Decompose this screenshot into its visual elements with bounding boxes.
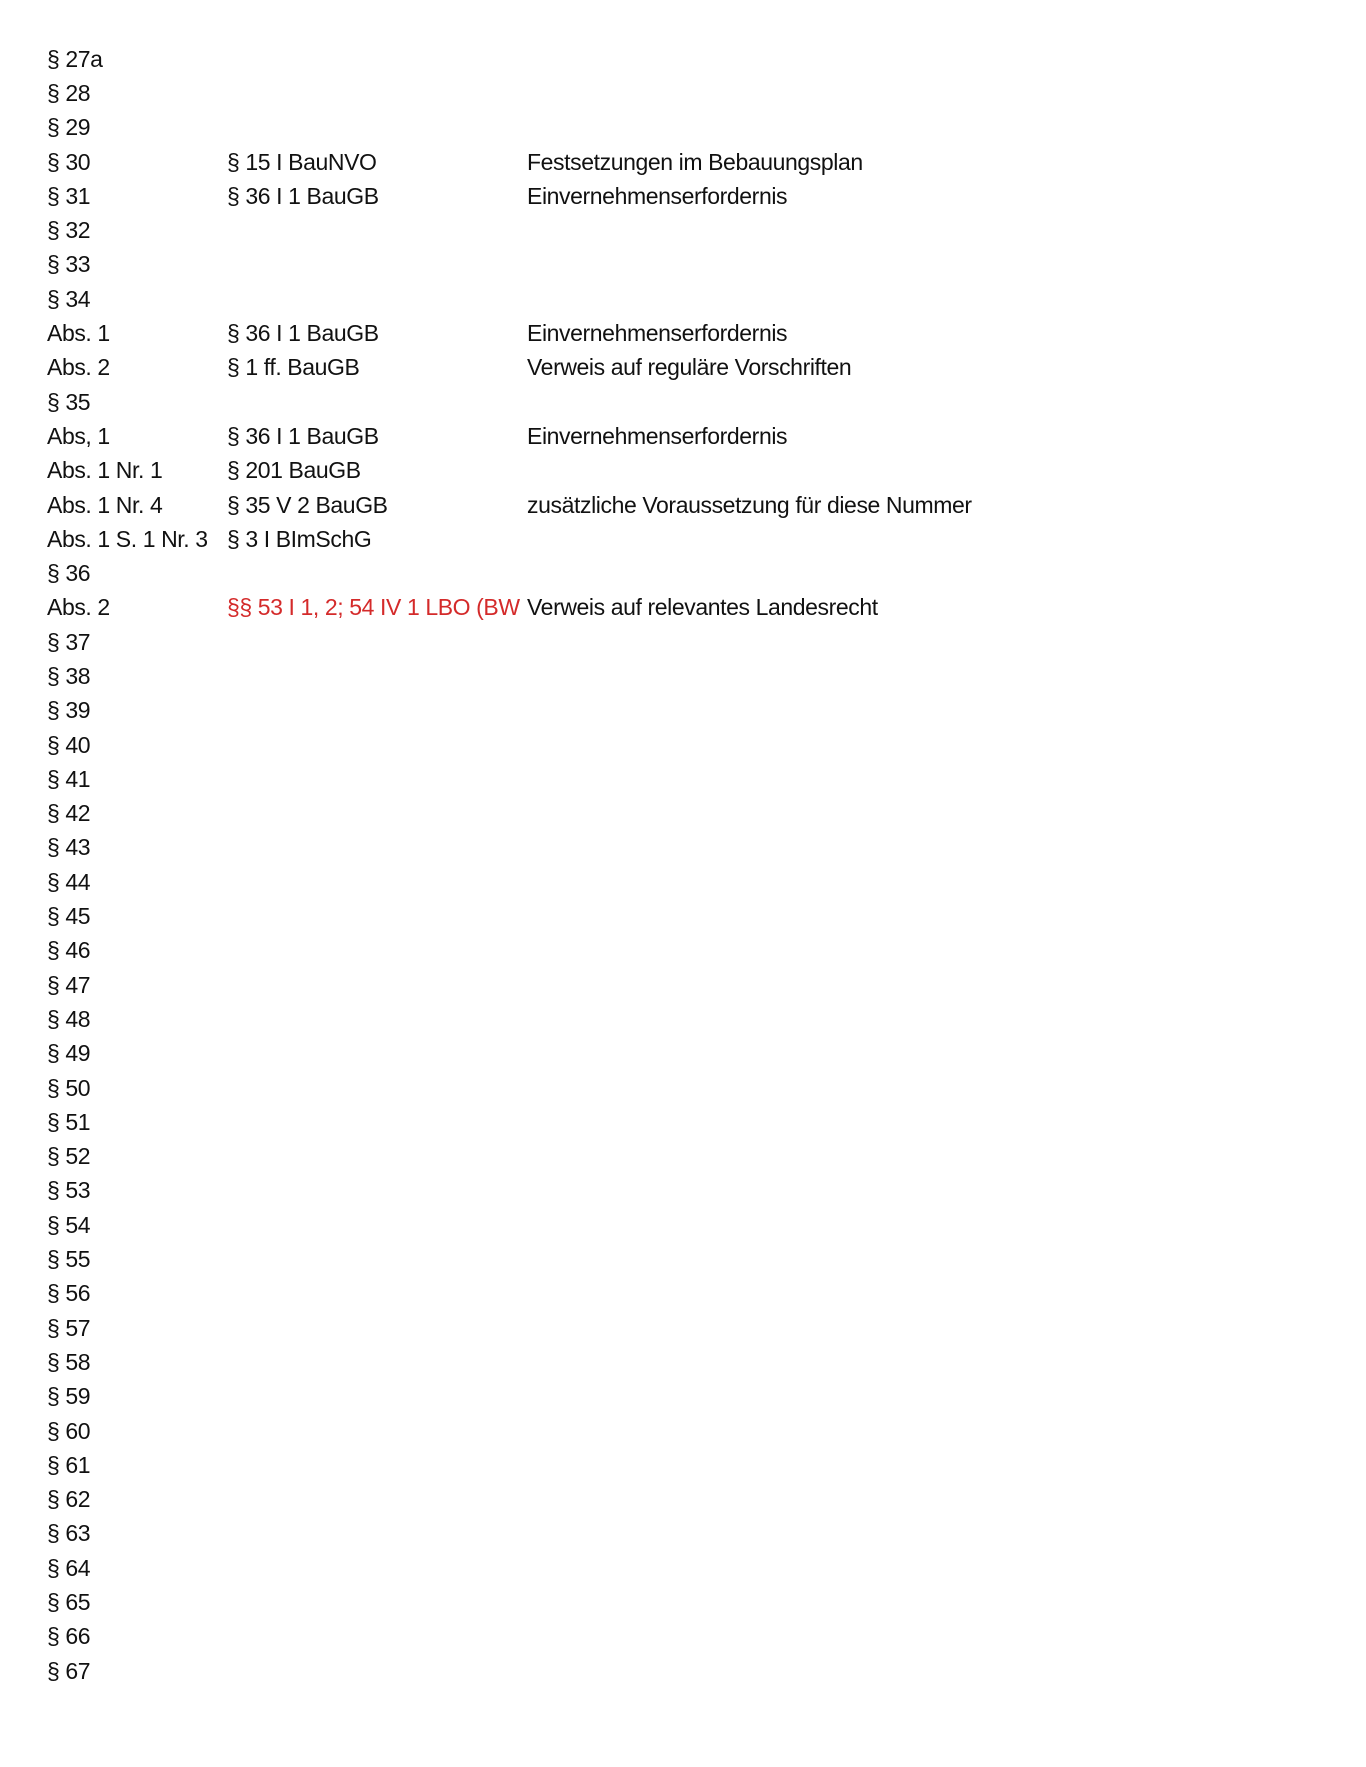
table-row xyxy=(47,488,1327,522)
paragraph-cell: § 28 xyxy=(47,79,91,106)
table-row xyxy=(47,968,1327,1002)
paragraph-cell: § 27a xyxy=(47,45,103,72)
table-row xyxy=(47,934,1327,968)
paragraph-cell: § 64 xyxy=(47,1554,91,1581)
table-row xyxy=(47,625,1327,659)
table-row xyxy=(47,831,1327,865)
note-cell: Verweis auf relevantes Landesrecht xyxy=(527,594,878,621)
table-row xyxy=(47,385,1327,419)
paragraph-cell: § 38 xyxy=(47,662,91,689)
reference-cell: § 36 I 1 BauGB xyxy=(227,182,379,209)
note-cell: zusätzliche Voraussetzung für diese Nummer xyxy=(527,491,972,518)
paragraph-cell: § 30 xyxy=(47,148,91,175)
reference-cell: § 15 I BauNVO xyxy=(227,148,377,175)
paragraph-cell: § 33 xyxy=(47,251,91,278)
table-row xyxy=(47,1551,1327,1585)
table-row xyxy=(47,797,1327,831)
reference-cell-highlighted: §§ 53 I 1, 2; 54 IV 1 LBO (BW xyxy=(227,594,520,621)
paragraph-cell: § 66 xyxy=(47,1623,91,1650)
table-row xyxy=(47,1277,1327,1311)
table-row xyxy=(47,1585,1327,1619)
reference-cell: § 201 BauGB xyxy=(227,457,361,484)
paragraph-cell: § 36 xyxy=(47,560,91,587)
paragraph-cell: § 52 xyxy=(47,1143,91,1170)
table-row xyxy=(47,659,1327,693)
table-row xyxy=(47,248,1327,282)
paragraph-cell: § 47 xyxy=(47,971,91,998)
paragraph-cell: § 32 xyxy=(47,217,91,244)
table-row xyxy=(47,522,1327,556)
paragraph-cell: § 40 xyxy=(47,731,91,758)
paragraph-cell: Abs. 2 xyxy=(47,594,110,621)
paragraph-cell: § 43 xyxy=(47,834,91,861)
table-row xyxy=(47,1448,1327,1482)
table-row xyxy=(47,145,1327,179)
paragraph-cell: § 44 xyxy=(47,868,91,895)
paragraph-cell: § 62 xyxy=(47,1486,91,1513)
paragraph-cell: § 51 xyxy=(47,1108,91,1135)
paragraph-cell: § 35 xyxy=(47,388,91,415)
paragraph-cell: § 49 xyxy=(47,1040,91,1067)
paragraph-cell: Abs. 1 S. 1 Nr. 3 xyxy=(47,525,208,552)
paragraph-cell: § 37 xyxy=(47,628,91,655)
paragraph-cell: § 42 xyxy=(47,800,91,827)
paragraph-cell: Abs. 1 Nr. 1 xyxy=(47,457,163,484)
paragraph-cell: § 60 xyxy=(47,1417,91,1444)
table-row xyxy=(47,179,1327,213)
table-row xyxy=(47,1654,1327,1688)
table-row xyxy=(47,1071,1327,1105)
reference-cell: § 1 ff. BauGB xyxy=(227,354,360,381)
paragraph-cell: § 29 xyxy=(47,114,91,141)
note-cell: Einvernehmenserfordernis xyxy=(527,422,788,449)
table-row xyxy=(47,1002,1327,1036)
paragraph-cell: § 53 xyxy=(47,1177,91,1204)
table-row xyxy=(47,591,1327,625)
paragraph-cell: § 56 xyxy=(47,1280,91,1307)
table-row xyxy=(47,1380,1327,1414)
table-row xyxy=(47,865,1327,899)
table-row xyxy=(47,76,1327,110)
table-row xyxy=(47,1037,1327,1071)
paragraph-cell: Abs, 1 xyxy=(47,422,110,449)
paragraph-cell: § 46 xyxy=(47,937,91,964)
table-row xyxy=(47,556,1327,590)
paragraph-cell: § 41 xyxy=(47,765,91,792)
paragraph-cell: § 48 xyxy=(47,1005,91,1032)
table-row xyxy=(47,1345,1327,1379)
table-row xyxy=(47,1174,1327,1208)
reference-cell: § 36 I 1 BauGB xyxy=(227,320,379,347)
reference-cell: § 35 V 2 BauGB xyxy=(227,491,388,518)
note-cell: Einvernehmenserfordernis xyxy=(527,320,788,347)
table-row xyxy=(47,762,1327,796)
reference-cell: § 3 I BImSchG xyxy=(227,525,372,552)
paragraph-cell: § 50 xyxy=(47,1074,91,1101)
table-row xyxy=(47,454,1327,488)
reference-cell: § 36 I 1 BauGB xyxy=(227,422,379,449)
paragraph-cell: § 63 xyxy=(47,1520,91,1547)
table-row xyxy=(47,1242,1327,1276)
table-row xyxy=(47,899,1327,933)
paragraph-cell: § 65 xyxy=(47,1589,91,1615)
note-cell: Verweis auf reguläre Vorschriften xyxy=(527,354,852,381)
paragraph-cell: § 61 xyxy=(47,1451,91,1478)
table-row xyxy=(47,1414,1327,1448)
document-table xyxy=(47,42,1327,1688)
paragraph-cell: § 55 xyxy=(47,1246,91,1273)
table-row xyxy=(47,419,1327,453)
table-row xyxy=(47,1208,1327,1242)
table-row xyxy=(47,694,1327,728)
paragraph-cell: § 54 xyxy=(47,1211,91,1238)
paragraph-cell: Abs. 2 xyxy=(47,354,110,381)
paragraph-cell: Abs. 1 xyxy=(47,320,110,347)
paragraph-cell: § 34 xyxy=(47,285,91,312)
table-row xyxy=(47,213,1327,247)
paragraph-cell: § 58 xyxy=(47,1348,91,1375)
note-cell: Einvernehmenserfordernis xyxy=(527,182,788,209)
table-row xyxy=(47,111,1327,145)
table-row xyxy=(47,42,1327,76)
table-row xyxy=(47,1105,1327,1139)
table-row xyxy=(47,351,1327,385)
table-row xyxy=(47,1517,1327,1551)
table-row xyxy=(47,1311,1327,1345)
paragraph-cell: § 39 xyxy=(47,697,91,724)
table-row xyxy=(47,1620,1327,1654)
note-cell: Festsetzungen im Bebauungsplan xyxy=(527,148,863,175)
paragraph-cell: Abs. 1 Nr. 4 xyxy=(47,491,163,518)
paragraph-cell: § 57 xyxy=(47,1314,91,1341)
table-row xyxy=(47,1140,1327,1174)
paragraph-cell: § 31 xyxy=(47,182,91,209)
paragraph-cell: § 67 xyxy=(47,1657,91,1684)
paragraph-cell: § 45 xyxy=(47,903,91,930)
paragraph-cell: § 59 xyxy=(47,1383,91,1410)
table-row xyxy=(47,728,1327,762)
table-row xyxy=(47,316,1327,350)
table-row xyxy=(47,282,1327,316)
table-row xyxy=(47,1482,1327,1516)
